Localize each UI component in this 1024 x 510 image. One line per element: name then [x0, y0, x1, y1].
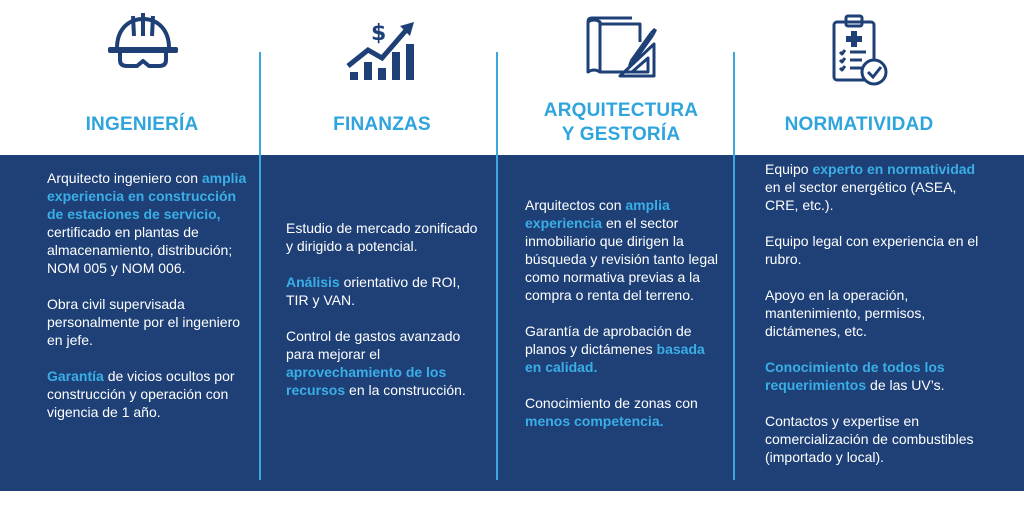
- clipboard-check-icon: [830, 12, 890, 88]
- highlight-text: basada en calidad.: [525, 341, 705, 375]
- hardhat-icon: [104, 10, 182, 72]
- column-finanzas: [286, 219, 486, 399]
- paragraph: [765, 358, 990, 394]
- body-text: Contactos y expertise en comercialización de combustibles (importado y local).: [765, 413, 974, 465]
- svg-text:$: $: [371, 21, 387, 46]
- body-text: Equipo: [765, 161, 813, 177]
- heading-finanzas: FINANZAS: [333, 114, 431, 135]
- body-text: Arquitectos con: [525, 197, 626, 213]
- column-divider: [259, 52, 261, 480]
- highlight-text: Análisis: [286, 274, 340, 290]
- footer-strip: [0, 491, 1024, 510]
- highlight-text: menos competencia.: [525, 413, 664, 429]
- body-text: Arquitecto ingeniero con: [47, 170, 202, 186]
- body-text: Conocimiento de zonas con: [525, 395, 698, 411]
- heading-arquitectura: ARQUITECTURA Y GESTORÍA: [543, 100, 699, 145]
- paragraph: [765, 160, 990, 214]
- highlight-text: aprovechamiento de los recursos: [286, 364, 447, 398]
- body-text: Apoyo en la operación, mantenimiento, permisos, dictámenes, etc.: [765, 287, 926, 339]
- body-text: Control de gastos avanzado para mejorar el: [286, 328, 461, 362]
- body-text: en el sector energético (ASEA, CRE, etc.).: [765, 179, 957, 213]
- column-normatividad: [765, 160, 990, 466]
- paragraph: [765, 232, 990, 268]
- column-divider: [733, 52, 735, 480]
- paragraph: [525, 196, 723, 304]
- heading-normatividad: NORMATIVIDAD: [784, 114, 934, 135]
- paragraph: [765, 412, 990, 466]
- body-text: en el sector inmobiliario que dirigen la búsqueda y revisión tanto legal como normativa previas a la compra o renta del terreno.: [525, 215, 719, 303]
- paragraph: [525, 394, 723, 430]
- paragraph: [286, 273, 486, 309]
- heading-ingenieria: INGENIERÍA: [85, 114, 199, 135]
- finance-chart-icon: [344, 18, 420, 82]
- body-text: Obra civil supervisada personalmente por el ingeniero en jefe.: [47, 296, 241, 348]
- body-text: Equipo legal con experiencia en el rubro.: [765, 233, 979, 267]
- column-divider: [496, 52, 498, 480]
- highlight-text: amplia experiencia: [525, 197, 670, 231]
- body-text: en la construcción.: [345, 382, 466, 398]
- highlight-text: Garantía: [47, 368, 104, 384]
- paragraph: [286, 219, 486, 255]
- paragraph: [525, 322, 723, 376]
- highlight-text: experto en normatividad: [812, 161, 976, 177]
- blueprint-icon: [584, 14, 658, 86]
- body-text: Garantía de aprobación de planos y dictámenes: [525, 323, 692, 357]
- body-text: certificado en plantas de almacenamiento, distribución; NOM 005 y NOM 006.: [47, 224, 233, 276]
- column-ingenieria: [47, 169, 247, 421]
- column-arquitectura: [525, 196, 723, 430]
- highlight-text: Conocimiento de todos los requerimientos: [765, 359, 945, 393]
- body-text: de las UV’s.: [866, 377, 945, 393]
- paragraph: [47, 367, 247, 421]
- paragraph: [47, 295, 247, 349]
- body-text: Estudio de mercado zonificado y dirigido a potencial.: [286, 220, 478, 254]
- body-text: de vicios ocultos por construcción y operación con vigencia de 1 año.: [47, 368, 235, 420]
- body-text: orientativo de ROI, TIR y VAN.: [286, 274, 461, 308]
- highlight-text: amplia experiencia en construcción de estaciones de servicio,: [47, 170, 247, 222]
- paragraph: [286, 327, 486, 399]
- paragraph: [47, 169, 247, 277]
- paragraph: [765, 286, 990, 340]
